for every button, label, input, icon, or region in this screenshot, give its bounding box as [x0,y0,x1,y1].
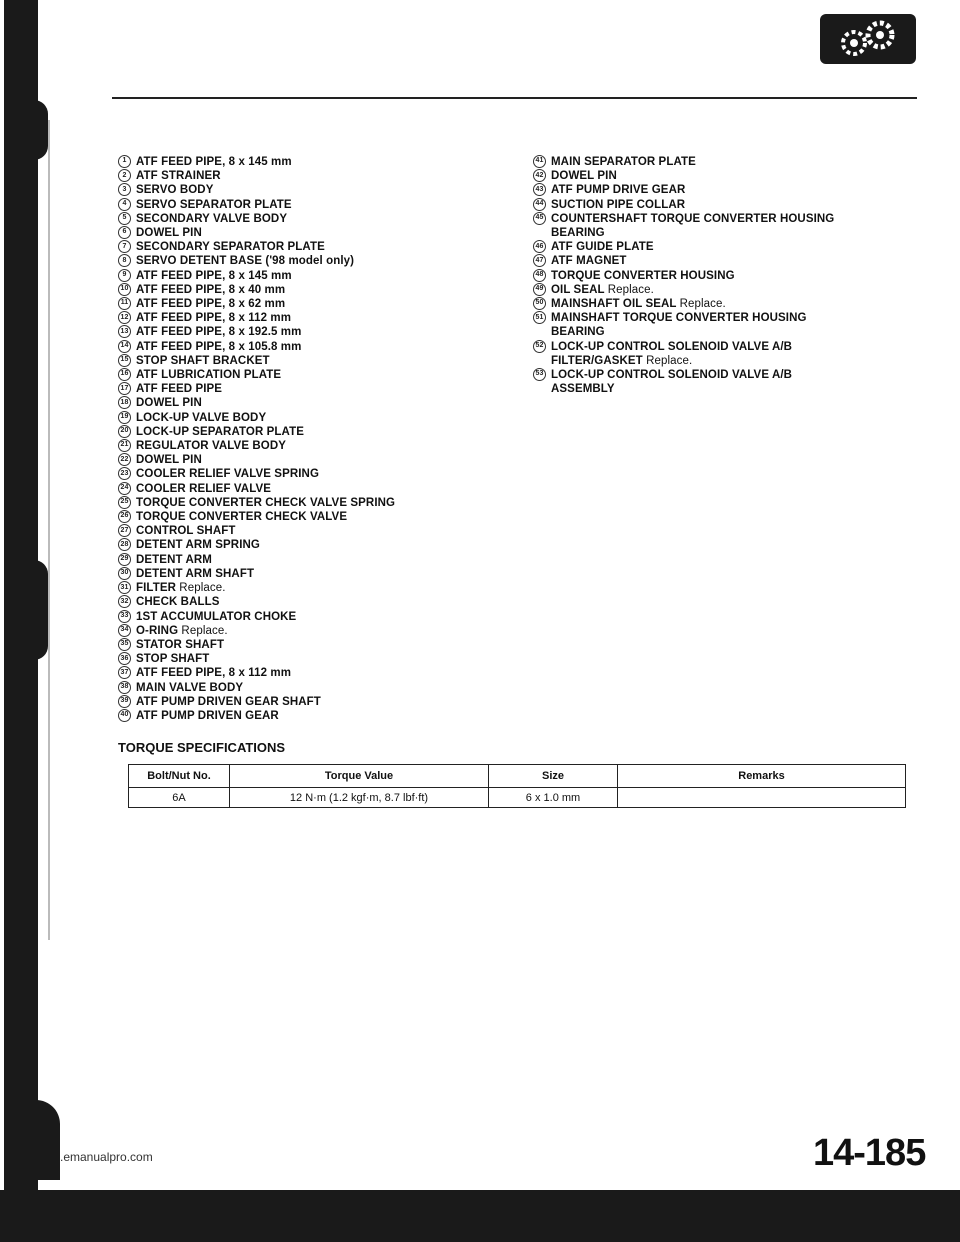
callout-number-icon: 24 [118,482,131,495]
part-name [136,482,518,496]
binding-tab [24,1100,60,1180]
list-item [118,666,518,680]
list-item [118,340,518,354]
part-label: TORQUE CONVERTER CHECK VALVE [136,511,348,524]
part-label-continued: BEARING [551,326,605,339]
part-note: Replace. [181,624,228,637]
part-name [136,396,518,410]
callout-number-icon: 22 [118,453,131,466]
part-label: ATF FEED PIPE [136,383,223,396]
list-item [118,638,518,652]
list-item [118,624,518,638]
binding-margin [0,0,44,1242]
callout-number-icon: 42 [533,169,546,182]
list-item [118,183,518,197]
list-item [118,524,518,538]
list-item [533,297,913,311]
part-label: COUNTERSHAFT TORQUE CONVERTER HOUSING [551,212,835,225]
callout-number-icon: 19 [118,411,131,424]
list-item [118,695,518,709]
callout-number-icon: 40 [118,709,131,722]
list-item [533,212,913,240]
callout-number-icon: 3 [118,183,131,196]
list-item [118,652,518,666]
list-item [533,269,913,283]
part-label: LOCK-UP CONTROL SOLENOID VALVE A/B [551,369,793,382]
part-label: SERVO BODY [136,184,214,197]
header-rule [112,97,917,99]
callout-number-icon: 35 [118,638,131,651]
callout-number-icon: 32 [118,595,131,608]
part-name [551,198,913,212]
binding-tab [24,100,48,160]
callout-number-icon: 1 [118,155,131,168]
part-name [136,382,518,396]
part-label: DETENT ARM [136,553,212,566]
callout-number-icon: 15 [118,354,131,367]
callout-number-icon: 16 [118,368,131,381]
callout-number-icon: 44 [533,198,546,211]
part-name [136,411,518,425]
part-name [136,439,518,453]
callout-number-icon: 29 [118,553,131,566]
part-note: Replace. [646,354,693,367]
callout-number-icon: 6 [118,226,131,239]
callout-number-icon: 12 [118,311,131,324]
part-name [136,368,518,382]
part-name [551,283,913,297]
part-name [136,155,518,169]
part-label: ATF PUMP DRIVEN GEAR [136,709,279,722]
list-item [118,368,518,382]
part-name [136,496,518,510]
part-name [136,226,518,240]
list-item [118,169,518,183]
part-label: DOWEL PIN [136,454,202,467]
part-label: CHECK BALLS [136,596,220,609]
list-item [533,198,913,212]
callout-number-icon: 27 [118,524,131,537]
part-name [136,567,518,581]
list-item [118,411,518,425]
list-item [118,254,518,268]
part-name [136,240,518,254]
part-name [136,638,518,652]
callout-number-icon: 10 [118,283,131,296]
part-label: ATF PUMP DRIVEN GEAR SHAFT [136,695,321,708]
part-label: LOCK-UP SEPARATOR PLATE [136,425,304,438]
col-header-torque: Torque Value [230,765,489,788]
callout-number-icon: 14 [118,340,131,353]
list-item [118,382,518,396]
list-item [533,340,913,368]
part-name [136,538,518,552]
part-name [136,311,518,325]
part-label: STATOR SHAFT [136,638,225,651]
parts-list-left [118,155,518,723]
part-name [136,198,518,212]
part-label: DOWEL PIN [136,227,202,240]
list-item [118,297,518,311]
part-label: TORQUE CONVERTER CHECK VALVE SPRING [136,496,396,509]
callout-number-icon: 31 [118,581,131,594]
part-name [136,510,518,524]
part-name [551,311,913,339]
part-name [136,340,518,354]
part-name [136,581,518,595]
part-label: ATF FEED PIPE, 8 x 112 mm [136,312,292,325]
part-label: CONTROL SHAFT [136,525,236,538]
part-name [136,254,518,268]
callout-number-icon: 18 [118,396,131,409]
part-name [136,595,518,609]
part-label: MAINSHAFT OIL SEAL [551,298,677,311]
list-item [118,439,518,453]
list-item [118,681,518,695]
part-label: ATF LUBRICATION PLATE [136,369,282,382]
callout-number-icon: 26 [118,510,131,523]
part-name [136,269,518,283]
part-name [551,212,913,240]
list-item [118,425,518,439]
cell-bolt: 6A [129,788,230,808]
list-item [118,496,518,510]
part-label: SERVO DETENT BASE ('98 model only) [136,255,355,268]
callout-number-icon: 4 [118,198,131,211]
list-item [118,226,518,240]
part-label: ATF GUIDE PLATE [551,241,654,254]
part-label: STOP SHAFT [136,653,210,666]
part-label: TORQUE CONVERTER HOUSING [551,269,735,282]
cell-remarks [618,788,906,808]
callout-number-icon: 8 [118,254,131,267]
part-name [551,254,913,268]
callout-number-icon: 28 [118,538,131,551]
part-name [136,354,518,368]
torque-header-row [129,765,906,788]
part-label: STOP SHAFT BRACKET [136,354,270,367]
callout-number-icon: 20 [118,425,131,438]
part-label: ATF MAGNET [551,255,627,268]
binding-tab [24,560,48,660]
callout-number-icon: 46 [533,240,546,253]
list-item [118,510,518,524]
part-label: MAIN SEPARATOR PLATE [551,156,696,168]
part-label: MAINSHAFT TORQUE CONVERTER HOUSING [551,312,807,325]
part-label: ATF FEED PIPE, 8 x 40 mm [136,283,286,296]
cell-torque: 12 N·m (1.2 kgf·m, 8.7 lbf·ft) [230,788,489,808]
list-item [533,169,913,183]
part-note: Replace. [607,283,654,296]
part-label: SERVO SEPARATOR PLATE [136,198,292,211]
callout-number-icon: 52 [533,340,546,353]
part-label-continued: FILTER/GASKET [551,354,643,367]
part-name [136,524,518,538]
list-item [118,581,518,595]
callout-number-icon: 23 [118,467,131,480]
margin-line [48,120,50,940]
part-label-continued: BEARING [551,227,605,240]
callout-number-icon: 13 [118,325,131,338]
callout-number-icon: 5 [118,212,131,225]
part-label: FILTER [136,582,176,595]
callout-number-icon: 39 [118,695,131,708]
part-label: REGULATOR VALVE BODY [136,440,287,453]
part-name [136,681,518,695]
part-name [136,553,518,567]
part-note: Replace. [679,298,726,311]
callout-number-icon: 2 [118,169,131,182]
list-item [118,240,518,254]
callout-number-icon: 43 [533,183,546,196]
part-label: ATF STRAINER [136,170,221,183]
col-header-remarks: Remarks [618,765,906,788]
list-item [118,595,518,609]
callout-number-icon: 11 [118,297,131,310]
part-label: DETENT ARM SHAFT [136,567,255,580]
callout-number-icon: 37 [118,666,131,679]
callout-number-icon: 33 [118,610,131,623]
part-name [136,467,518,481]
part-label: ATF FEED PIPE, 8 x 145 mm [136,269,292,282]
part-label: SECONDARY SEPARATOR PLATE [136,241,325,254]
part-name [551,340,913,368]
part-note: Replace. [179,582,226,595]
part-label-continued: ASSEMBLY [551,383,615,396]
list-item [118,396,518,410]
list-item [118,610,518,624]
part-label: ATF PUMP DRIVE GEAR [551,184,686,197]
part-name [136,709,518,723]
part-label: SECONDARY VALVE BODY [136,212,288,225]
list-item [118,482,518,496]
callout-number-icon: 50 [533,297,546,310]
list-item [533,155,913,169]
cell-size: 6 x 1.0 mm [489,788,618,808]
part-label: ATF FEED PIPE, 8 x 112 mm [136,667,292,680]
part-name [136,169,518,183]
part-name [551,183,913,197]
part-label: DOWEL PIN [551,170,617,183]
part-name [551,240,913,254]
torque-specifications-title: TORQUE SPECIFICATIONS [118,740,286,755]
part-name [136,297,518,311]
list-item [118,538,518,552]
list-item [533,254,913,268]
parts-list-right [533,155,913,396]
list-item [533,240,913,254]
list-item [118,567,518,581]
table-row [129,788,906,808]
callout-number-icon: 21 [118,439,131,452]
list-item [118,553,518,567]
part-label: COOLER RELIEF VALVE SPRING [136,468,319,481]
list-item [118,269,518,283]
list-item [118,709,518,723]
callout-number-icon: 36 [118,652,131,665]
part-name [551,368,913,396]
torque-table [128,764,906,808]
bottom-bar [0,1190,960,1242]
callout-number-icon: 45 [533,212,546,225]
callout-number-icon: 17 [118,382,131,395]
callout-number-icon: 30 [118,567,131,580]
part-name [136,283,518,297]
list-item [533,283,913,297]
list-item [118,354,518,368]
list-item [118,467,518,481]
part-label: MAIN VALVE BODY [136,681,244,694]
list-item [118,311,518,325]
page-number: 14-185 [813,1132,926,1174]
part-label: ATF FEED PIPE, 8 x 145 mm [136,156,292,168]
part-name [551,155,913,169]
section-gears-icon [820,14,916,64]
col-header-bolt: Bolt/Nut No. [129,765,230,788]
callout-number-icon: 25 [118,496,131,509]
part-label: DOWEL PIN [136,397,202,410]
gears-icon [828,19,908,59]
list-item [118,325,518,339]
part-name [551,297,913,311]
col-header-size: Size [489,765,618,788]
part-label: OIL SEAL [551,283,605,296]
list-item [118,155,518,169]
callout-number-icon: 41 [533,155,546,168]
part-name [136,183,518,197]
part-name [136,425,518,439]
callout-number-icon: 53 [533,368,546,381]
part-name [136,624,518,638]
part-label: LOCK-UP VALVE BODY [136,411,267,424]
list-item [533,368,913,396]
list-item [118,283,518,297]
callout-number-icon: 47 [533,254,546,267]
part-name [136,666,518,680]
callout-number-icon: 49 [533,283,546,296]
callout-number-icon: 9 [118,269,131,282]
part-name [136,610,518,624]
part-label: DETENT ARM SPRING [136,539,260,552]
part-name [551,269,913,283]
callout-number-icon: 51 [533,311,546,324]
callout-number-icon: 34 [118,624,131,637]
watermark-link[interactable]: .emanualpro.com [60,1150,153,1164]
part-name [551,169,913,183]
part-name [136,212,518,226]
part-label: 1ST ACCUMULATOR CHOKE [136,610,297,623]
part-name [136,652,518,666]
part-name [136,453,518,467]
list-item [533,183,913,197]
part-label: COOLER RELIEF VALVE [136,482,272,495]
callout-number-icon: 7 [118,240,131,253]
part-label: O-RING [136,624,179,637]
part-label: ATF FEED PIPE, 8 x 62 mm [136,298,286,311]
part-name [136,325,518,339]
list-item [118,198,518,212]
part-label: ATF FEED PIPE, 8 x 192.5 mm [136,326,302,339]
list-item [118,453,518,467]
list-item [118,212,518,226]
part-label: SUCTION PIPE COLLAR [551,198,686,211]
callout-number-icon: 48 [533,269,546,282]
list-item [533,311,913,339]
part-label: LOCK-UP CONTROL SOLENOID VALVE A/B [551,340,793,353]
part-label: ATF FEED PIPE, 8 x 105.8 mm [136,340,302,353]
callout-number-icon: 38 [118,681,131,694]
part-name [136,695,518,709]
